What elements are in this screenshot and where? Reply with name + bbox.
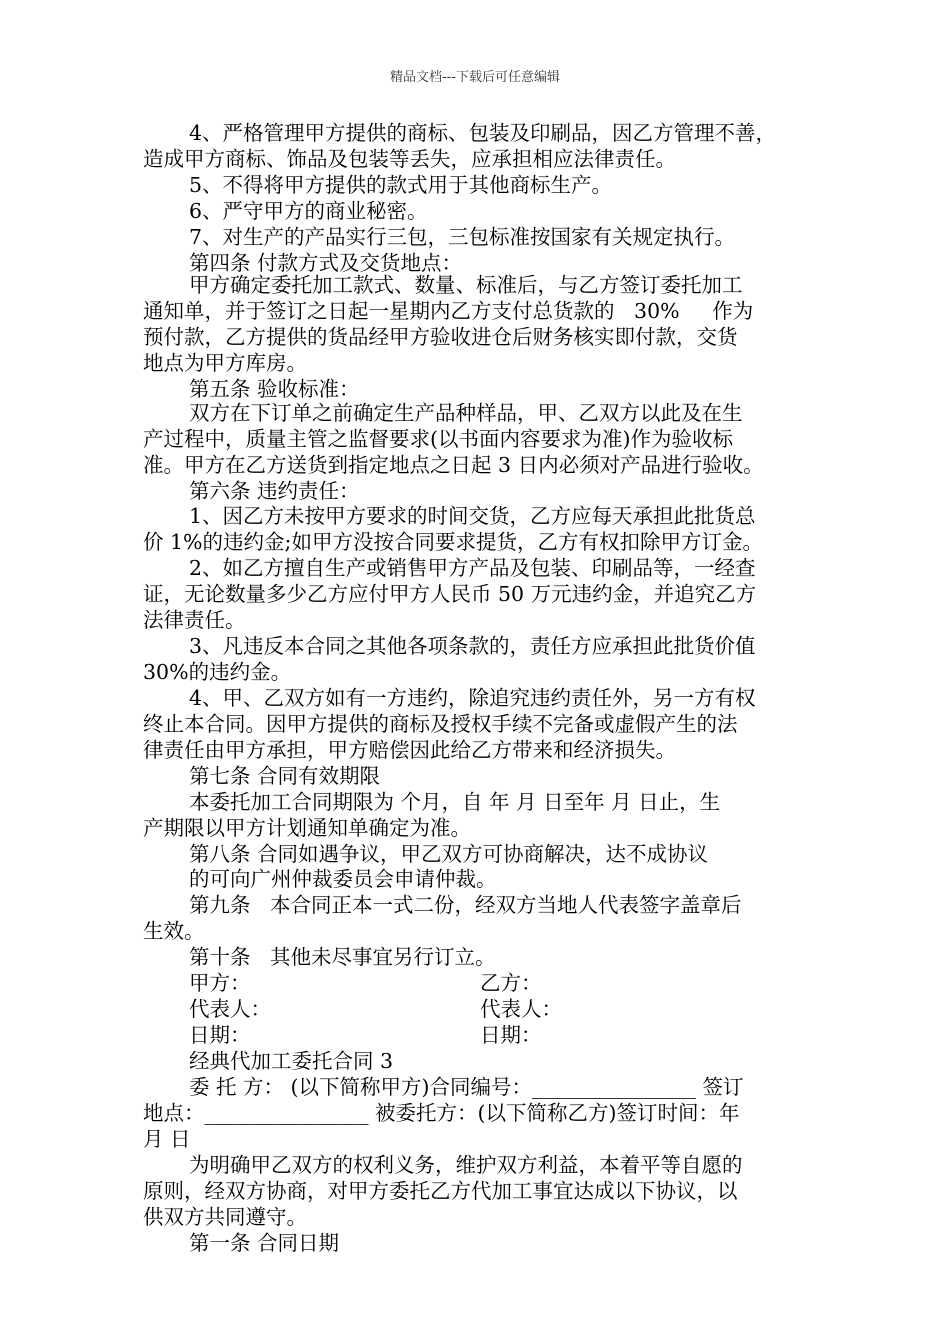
contract-title: 经典代加工委托合同 3 bbox=[189, 1049, 394, 1073]
text-line: 地点为甲方库房。 bbox=[143, 351, 307, 375]
text-line: 30%的违约金。 bbox=[143, 660, 292, 684]
section-heading: 第五条 验收标准： bbox=[189, 377, 360, 401]
text-line: 7、对生产的产品实行三包，三包标准按国家有关规定执行。 bbox=[189, 225, 736, 249]
text-line: 造成甲方商标、饰品及包装等丢失，应承担相应法律责任。 bbox=[143, 147, 676, 171]
party-b-date-label: 日期： bbox=[480, 1023, 542, 1047]
text-line: 终止本合同。因甲方提供的商标及授权手续不完备或虚假产生的法 bbox=[143, 712, 738, 736]
text-line: 2、如乙方擅自生产或销售甲方产品及包装、印刷品等，一经查 bbox=[189, 556, 756, 580]
text-line: 双方在下订单之前确定生产品种样品，甲、乙双方以此及在生 bbox=[189, 401, 743, 425]
text-line: 4、甲、乙双方如有一方违约，除追究违约责任外，另一方有权 bbox=[189, 686, 756, 710]
text-line: 供双方共同遵守。 bbox=[143, 1205, 307, 1229]
section-heading: 第九条 本合同正本一式二份，经双方当地人代表签字盖章后 bbox=[189, 893, 742, 917]
text-line: 生效。 bbox=[143, 919, 205, 943]
text-line: 甲方确定委托加工款式、数量、标准后，与乙方签订委托加工 bbox=[189, 273, 743, 297]
text-line: 1、因乙方未按甲方要求的时间交货，乙方应每天承担此批货总 bbox=[189, 504, 756, 528]
party-a-label: 甲方： bbox=[189, 971, 251, 995]
text-line: 证，无论数量多少乙方应付甲方人民币 50 万元违约金，并追究乙方 bbox=[143, 582, 757, 606]
text-line: 月 日 bbox=[143, 1127, 191, 1151]
text-line: 准。甲方在乙方送货到指定地点之日起 3 日内必须对产品进行验收。 bbox=[143, 453, 764, 477]
party-b-representative-label: 代表人： bbox=[480, 997, 562, 1021]
text-line: 4、严格管理甲方提供的商标、包装及印刷品，因乙方管理不善， bbox=[189, 121, 777, 145]
text-line: 3、凡违反本合同之其他各项条款的，责任方应承担此批货价值 bbox=[189, 634, 756, 658]
text-line: 法律责任。 bbox=[143, 608, 246, 632]
text-line: 通知单，并于签订之日起一星期内乙方支付总货款的 30% 作为 bbox=[143, 299, 754, 323]
text-line: 5、不得将甲方提供的款式用于其他商标生产。 bbox=[189, 173, 613, 197]
text-line: 的可向广州仲裁委员会申请仲裁。 bbox=[189, 867, 497, 891]
section-heading: 第一条 合同日期 bbox=[189, 1231, 340, 1255]
text-line: 委 托 方： (以下简称甲方)合同编号：________________ 签订 bbox=[189, 1075, 744, 1099]
text-line: 产过程中，质量主管之监督要求(以书面内容要求为准)作为验收标 bbox=[143, 427, 733, 451]
text-line: 为明确甲乙双方的权利义务，维护双方利益，本着平等自愿的 bbox=[189, 1153, 743, 1177]
text-line: 本委托加工合同期限为 个月，自 年 月 日至年 月 日止，生 bbox=[189, 790, 721, 814]
text-line: 原则，经双方协商，对甲方委托乙方代加工事宜达成以下协议，以 bbox=[143, 1179, 738, 1203]
section-heading: 第八条 合同如遇争议，甲乙双方可协商解决，达不成协议 bbox=[189, 842, 709, 866]
section-heading: 第六条 违约责任： bbox=[189, 479, 360, 503]
text-line: 预付款，乙方提供的货品经甲方验收进仓后财务核实即付款，交货 bbox=[143, 325, 738, 349]
text-line: 产期限以甲方计划通知单确定为准。 bbox=[143, 816, 471, 840]
party-a-representative-label: 代表人： bbox=[189, 997, 271, 1021]
text-line: 地点：________________ 被委托方：(以下简称乙方)签订时间：年 bbox=[143, 1101, 740, 1125]
text-line: 6、严守甲方的商业秘密。 bbox=[189, 199, 428, 223]
party-a-date-label: 日期： bbox=[189, 1023, 251, 1047]
section-heading: 第七条 合同有效期限 bbox=[189, 764, 381, 788]
section-heading: 第四条 付款方式及交货地点： bbox=[189, 251, 463, 275]
text-line: 价 1%的违约金;如甲方没按合同要求提货，乙方有权扣除甲方订金。 bbox=[143, 530, 763, 554]
text-line: 律责任由甲方承担，甲方赔偿因此给乙方带来和经济损失。 bbox=[143, 738, 676, 762]
section-heading: 第十条 其他未尽事宜另行订立。 bbox=[189, 945, 496, 969]
page-header: 精品文档---下载后可任意编辑 bbox=[389, 70, 561, 85]
party-b-label: 乙方： bbox=[480, 971, 542, 995]
